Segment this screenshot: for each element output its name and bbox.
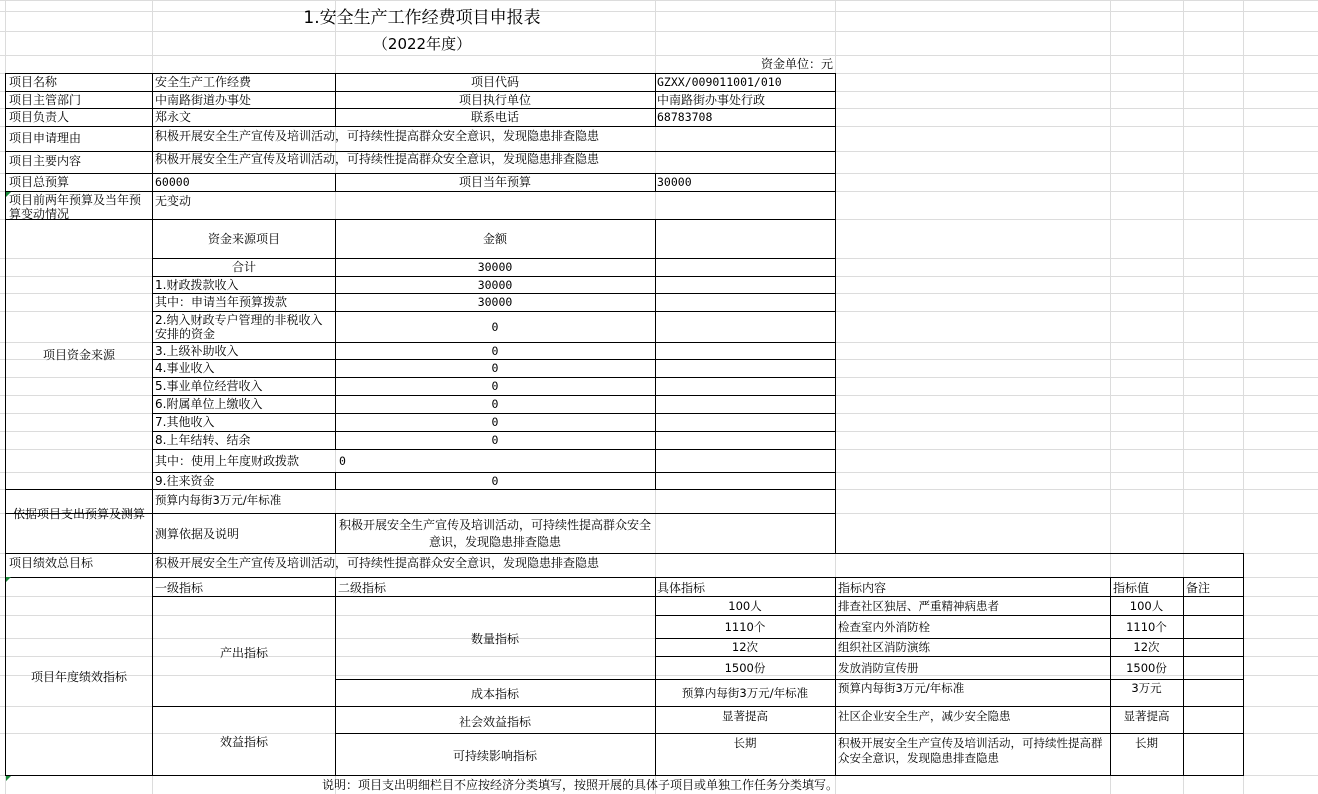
border-h: [152, 395, 836, 396]
border-v: [335, 577, 336, 776]
label-exec-unit: 项目执行单位: [458, 93, 531, 107]
border-h: [655, 638, 1244, 639]
border-h: [655, 656, 1244, 657]
funding-row-name: 其中：申请当年预算拨款: [155, 295, 288, 309]
value-budget-change[interactable]: 无变动: [155, 194, 192, 208]
funding-row-amount[interactable]: 0: [491, 433, 499, 447]
perf-row-content[interactable]: 积极开展安全生产宣传及培训活动，可持续性提高群众安全意识，发现隐患排查隐患: [838, 736, 1103, 765]
border-v: [835, 73, 836, 554]
border-h: [5, 553, 1244, 554]
value-perf-goal[interactable]: 积极开展安全生产宣传及培训活动，可持续性提高群众安全意识，发现隐患排查隐患: [155, 556, 600, 570]
perf-row-spec[interactable]: 长期: [733, 736, 757, 750]
border-h: [152, 413, 836, 414]
label-perf-indicators: 项目年度绩效指标: [30, 670, 127, 684]
perf-header-content: 指标内容: [838, 581, 887, 595]
perf-sustain: 可持续影响指标: [452, 749, 537, 763]
funding-row-name: 6.附属单位上缴收入: [155, 397, 263, 411]
value-project-name[interactable]: 安全生产工作经费: [155, 75, 252, 89]
label-budget-change: 项目前两年预算及当年预算变动情况: [9, 193, 142, 219]
grid-line-h: [0, 31, 1318, 32]
funding-row-amount[interactable]: 0: [339, 454, 346, 468]
perf-row-spec[interactable]: 12次: [731, 640, 759, 654]
funding-row-name: 2.纳入财政专户管理的非税收入安排的资金: [155, 313, 323, 341]
perf-header-level1: 一级指标: [155, 581, 204, 595]
border-h: [152, 359, 836, 360]
perf-benefit: 效益指标: [219, 735, 268, 749]
border-h: [5, 126, 836, 127]
perf-row-spec[interactable]: 预算内每街3万元/年标准: [681, 686, 809, 700]
value-year-budget[interactable]: 30000: [657, 175, 692, 189]
grid-line-h: [0, 0, 1318, 1]
border-h: [5, 108, 836, 109]
perf-row-spec[interactable]: 1500份: [724, 661, 766, 675]
border-v: [1183, 577, 1184, 776]
comment-marker: [6, 776, 11, 781]
label-funding-source: 项目资金来源: [42, 348, 115, 362]
perf-row-value[interactable]: 1500份: [1126, 661, 1167, 675]
border-h: [5, 173, 836, 174]
border-v: [152, 73, 153, 776]
perf-header-value: 指标值: [1113, 581, 1150, 595]
funding-row-amount[interactable]: 0: [491, 361, 499, 375]
border-h: [335, 733, 1244, 734]
perf-row-content[interactable]: 社区企业安全生产，减少安全隐患: [838, 709, 1011, 723]
label-owner: 项目负责人: [9, 110, 70, 124]
funding-row-amount[interactable]: 30000: [477, 278, 513, 292]
border-h: [152, 311, 836, 312]
funding-row-amount[interactable]: 30000: [477, 295, 513, 309]
border-v: [655, 73, 656, 127]
label-year-budget: 项目当年预算: [458, 175, 531, 189]
perf-social: 社会效益指标: [458, 715, 531, 729]
funding-row-name: 1.财政拨款收入: [155, 278, 239, 292]
label-phone: 联系电话: [470, 110, 519, 124]
border-h: [152, 472, 836, 473]
grid-line-h: [0, 55, 1318, 56]
border-h: [5, 219, 836, 220]
border-h: [5, 577, 1244, 578]
funding-row-amount[interactable]: 0: [491, 415, 499, 429]
perf-row-value[interactable]: 12次: [1133, 640, 1160, 654]
perf-output: 产出指标: [219, 646, 268, 660]
border-v: [335, 513, 336, 554]
funding-row-amount[interactable]: 0: [491, 344, 499, 358]
value-phone[interactable]: 68783708: [657, 110, 713, 124]
border-v: [835, 577, 836, 776]
comment-marker: [6, 577, 11, 582]
funding-row-name: 8.上年结转、结余: [155, 433, 251, 447]
border-h: [5, 91, 836, 92]
perf-row-value[interactable]: 显著提高: [1123, 709, 1170, 723]
label-total-budget: 项目总预算: [9, 175, 70, 189]
funding-row-amount[interactable]: 0: [491, 397, 499, 411]
border-h: [152, 449, 836, 450]
funding-row-amount[interactable]: 0: [491, 379, 499, 393]
funding-row-amount[interactable]: 0: [491, 474, 499, 488]
grid-line-h: [0, 675, 1318, 676]
perf-header-level2: 二级指标: [338, 581, 387, 595]
value-reason[interactable]: 积极开展安全生产宣传及培训活动，可持续性提高群众安全意识，发现隐患排查隐患: [155, 129, 600, 143]
funding-row-amount[interactable]: 0: [491, 320, 499, 334]
border-v: [655, 173, 656, 192]
label-project-code: 项目代码: [470, 75, 519, 89]
label-perf-goal: 项目绩效总目标: [9, 556, 94, 570]
perf-row-spec[interactable]: 显著提高: [722, 709, 768, 723]
perf-header-remark: 备注: [1186, 581, 1211, 595]
page-title: 1.安全生产工作经费项目申报表: [303, 8, 541, 28]
border-h: [152, 276, 836, 277]
border-h: [5, 73, 836, 74]
label-dept: 项目主管部门: [9, 93, 82, 107]
perf-row-content[interactable]: 检查室内外消防栓: [838, 620, 930, 634]
funding-row-name: 4.事业收入: [155, 361, 215, 375]
perf-row-content[interactable]: 排查社区独居、严重精神病患者: [838, 599, 999, 613]
value-content[interactable]: 积极开展安全生产宣传及培训活动，可持续性提高群众安全意识，发现隐患排查隐患: [155, 152, 600, 166]
value-total-budget[interactable]: 60000: [155, 175, 190, 189]
perf-row-value[interactable]: 长期: [1135, 736, 1158, 750]
value-owner[interactable]: 郑永文: [155, 110, 192, 124]
comment-marker: [6, 192, 11, 197]
perf-row-value[interactable]: 100人: [1129, 599, 1164, 613]
funding-row-name: 5.事业单位经营收入: [155, 379, 263, 393]
border-h: [335, 679, 1244, 680]
border-v: [655, 219, 656, 490]
value-dept[interactable]: 中南路街道办事处: [155, 93, 252, 107]
border-v: [1243, 553, 1244, 776]
funding-col-source: 资金来源项目: [207, 232, 280, 246]
border-h: [152, 596, 1244, 597]
border-h: [152, 377, 836, 378]
perf-row-content[interactable]: 组织社区消防演练: [838, 640, 930, 654]
label-reason: 项目申请理由: [9, 131, 82, 145]
perf-row-spec[interactable]: 100人: [728, 599, 762, 613]
value-project-code[interactable]: GZXX/009011001/010: [657, 75, 782, 89]
perf-cost: 成本指标: [470, 687, 519, 701]
perf-row-content[interactable]: 发放消防宣传册: [838, 661, 919, 675]
border-h: [5, 489, 836, 490]
value-calc-basis[interactable]: 积极开展安全生产宣传及培训活动，可持续性提高群众安全意识，发现隐患排查隐患: [339, 518, 651, 549]
calc-top-text: 预算内每街3万元/年标准: [155, 493, 282, 507]
perf-quantity: 数量指标: [470, 632, 519, 646]
label-calc-basis: 测算依据及说明: [155, 527, 240, 541]
funding-row-name: 3.上级补助收入: [155, 344, 239, 358]
funding-row-name: 其中：使用上年度财政拨款: [155, 454, 300, 468]
border-h: [655, 615, 1244, 616]
border-h: [152, 706, 1244, 707]
label-project-name: 项目名称: [9, 75, 58, 89]
border-h: [152, 342, 836, 343]
perf-row-value[interactable]: 1110个: [1126, 620, 1167, 634]
value-exec-unit[interactable]: 中南路街办事处行政: [657, 93, 766, 107]
label-calc: 依据项目支出预算及测算: [12, 507, 145, 521]
border-h: [5, 191, 836, 192]
border-h: [152, 293, 836, 294]
funding-row-name: 7.其他收入: [155, 415, 215, 429]
perf-row-spec[interactable]: 1110个: [724, 620, 766, 634]
funding-row-name: 合计: [231, 260, 256, 274]
funding-row-name: 9.往来资金: [155, 474, 215, 488]
border-h: [5, 775, 1244, 776]
perf-row-content[interactable]: 预算内每街3万元/年标准: [838, 681, 965, 695]
border-h: [152, 258, 836, 259]
border-h: [152, 431, 836, 432]
funding-row-amount[interactable]: 30000: [477, 260, 513, 274]
page-subtitle-year: （2022年度）: [372, 35, 472, 53]
label-content: 项目主要内容: [9, 154, 82, 168]
perf-header-spec: 具体指标: [657, 581, 706, 595]
footer-note: 说明：项目支出明细栏目不应按经济分类填写，按照开展的具体子项目或单独工作任务分类填写。: [322, 778, 839, 792]
funding-col-amount: 金额: [482, 232, 507, 246]
fund-unit: 资金单位：元: [760, 57, 833, 71]
perf-row-value[interactable]: 3万元: [1131, 681, 1162, 695]
